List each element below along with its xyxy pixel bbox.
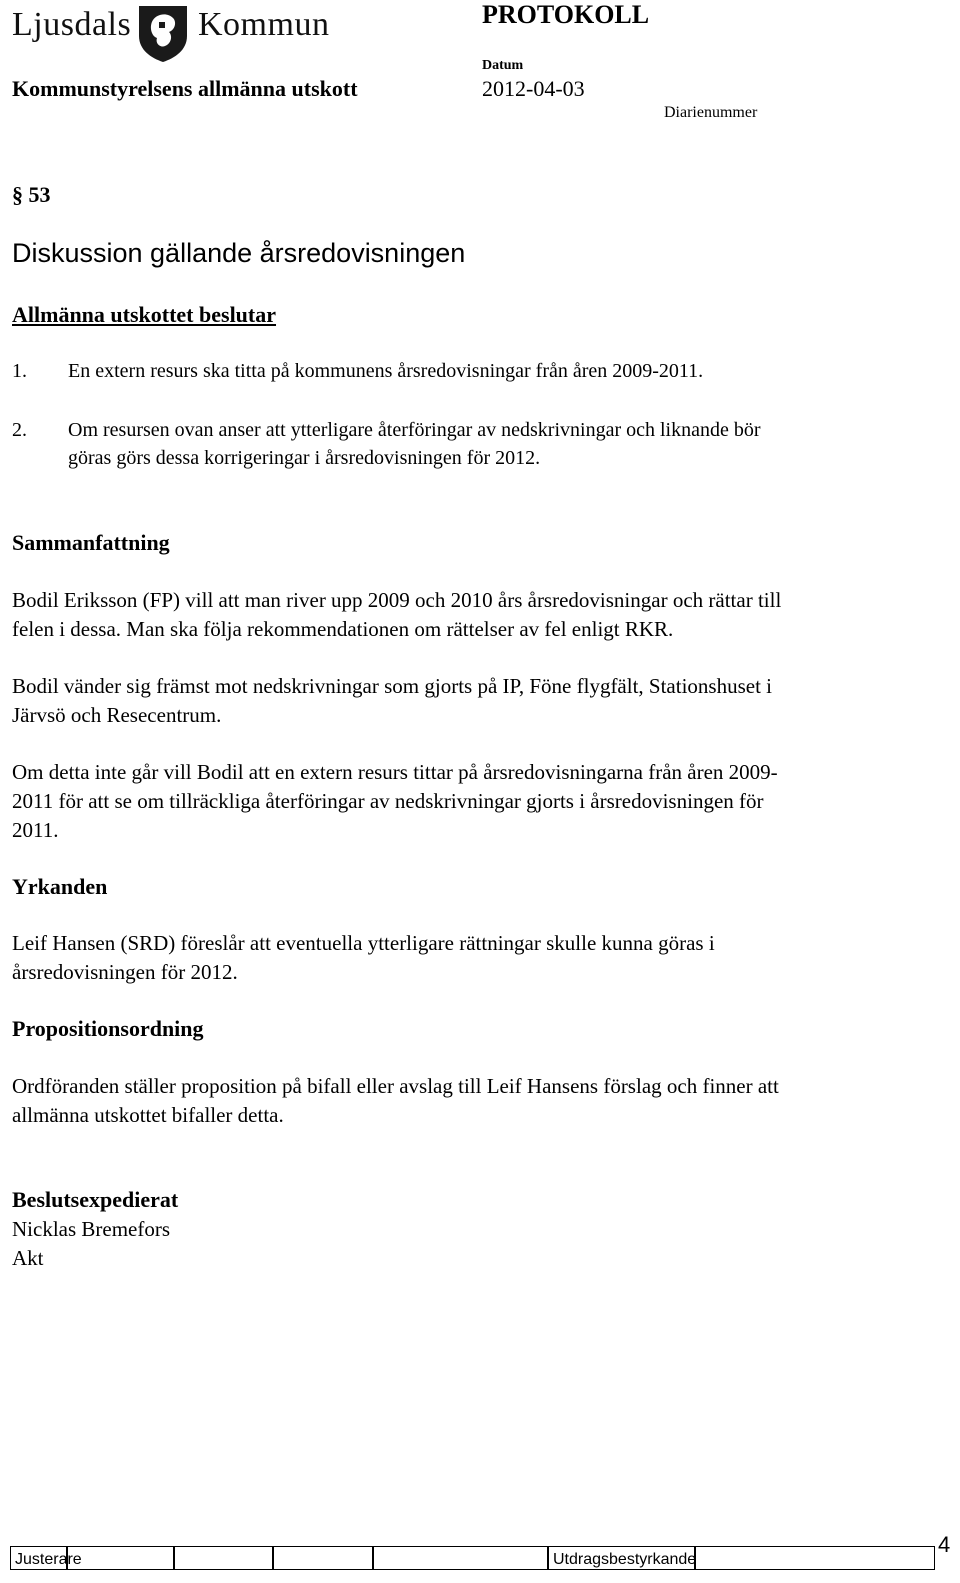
footer-sign-box: [373, 1546, 548, 1570]
logo-text-right: Kommun: [198, 6, 330, 43]
footer-right-label: Utdragsbestyrkande: [548, 1546, 695, 1570]
footer-sign-box: [67, 1546, 174, 1570]
proposition-heading: Propositionsordning: [12, 1016, 204, 1041]
summary-p3-line3: 2011.: [12, 818, 59, 842]
section-number-value: 53: [28, 182, 51, 207]
committee-name: Kommunstyrelsens allmänna utskott: [12, 76, 358, 101]
document-type: PROTOKOLL: [482, 0, 650, 29]
date-label: Datum: [482, 58, 524, 73]
diarienummer-label: Diarienummer: [664, 104, 758, 121]
summary-p3-line2: 2011 för att se om tillräckliga återföringar av nedskrivningar gjorts i årsredovisningen för: [12, 789, 764, 813]
decision-item-2-line2: göras görs dessa korrigeringar i årsredovisningen för 2012.: [68, 447, 541, 469]
footer-left-label: Justerare: [10, 1546, 67, 1570]
claims-line1: Leif Hansen (SRD) föreslår att eventuella ytterligare rättningar skulle kunna göras i: [12, 931, 715, 955]
proposition-paragraph: [12, 1072, 932, 1130]
dispatch-heading: Beslutsexpedierat: [12, 1187, 179, 1212]
summary-paragraph-2: [12, 672, 932, 730]
claims-heading: Yrkanden: [12, 874, 108, 899]
decision-item-2-number: 2.: [12, 419, 27, 441]
footer-sign-box: [174, 1546, 273, 1570]
decision-item-2-line1: Om resursen ovan anser att ytterligare återföringar av nedskrivningar och liknande bör: [68, 419, 761, 441]
coat-of-arms-icon: [135, 2, 191, 64]
proposition-line1: Ordföranden ställer proposition på bifall eller avslag till Leif Hansens förslag och finner att: [12, 1074, 779, 1098]
claims-line2: årsredovisningen för 2012.: [12, 960, 238, 984]
summary-p2-line1: Bodil vänder sig främst mot nedskrivningar som gjorts på IP, Föne flygfält, Stationshuset i: [12, 674, 773, 698]
dispatch-recipient: Akt: [12, 1246, 44, 1270]
summary-p3-line1: Om detta inte går vill Bodil att en extern resurs tittar på årsredovisningarna från åren 2009-: [12, 760, 778, 784]
date-value: 2012-04-03: [482, 76, 585, 101]
summary-paragraph-3: [12, 758, 932, 845]
dispatch-list: [12, 1215, 932, 1273]
summary-paragraph-1: [12, 586, 932, 644]
page-title: Diskussion gällande årsredovisningen: [12, 238, 466, 268]
proposition-line2: allmänna utskottet bifaller detta.: [12, 1103, 284, 1127]
summary-p1-line1: Bodil Eriksson (FP) vill att man river upp 2009 och 2010 års årsredovisningar och rättar till: [12, 588, 782, 612]
logo-text-left: Ljusdals: [12, 6, 132, 43]
decision-item-1-number: 1.: [12, 360, 27, 382]
dispatch-recipient: Nicklas Bremefors: [12, 1217, 171, 1241]
decision-item-1-text: En extern resurs ska titta på kommunens årsredovisningar från åren 2009-2011.: [68, 360, 704, 382]
section-number: § 53: [12, 182, 51, 207]
claims-paragraph: [12, 929, 932, 987]
footer-attest-box: [695, 1546, 935, 1570]
summary-p2-line2: Järvsö och Resecentrum.: [12, 703, 222, 727]
summary-heading: Sammanfattning: [12, 530, 170, 555]
page-number: 4: [938, 1532, 951, 1557]
footer-sign-box: [273, 1546, 373, 1570]
summary-p1-line2: felen i dessa. Man ska följa rekommendationen om rättelser av fel enligt RKR.: [12, 617, 674, 641]
decision-heading: Allmänna utskottet beslutar: [12, 302, 277, 327]
footer: [10, 1532, 955, 1572]
